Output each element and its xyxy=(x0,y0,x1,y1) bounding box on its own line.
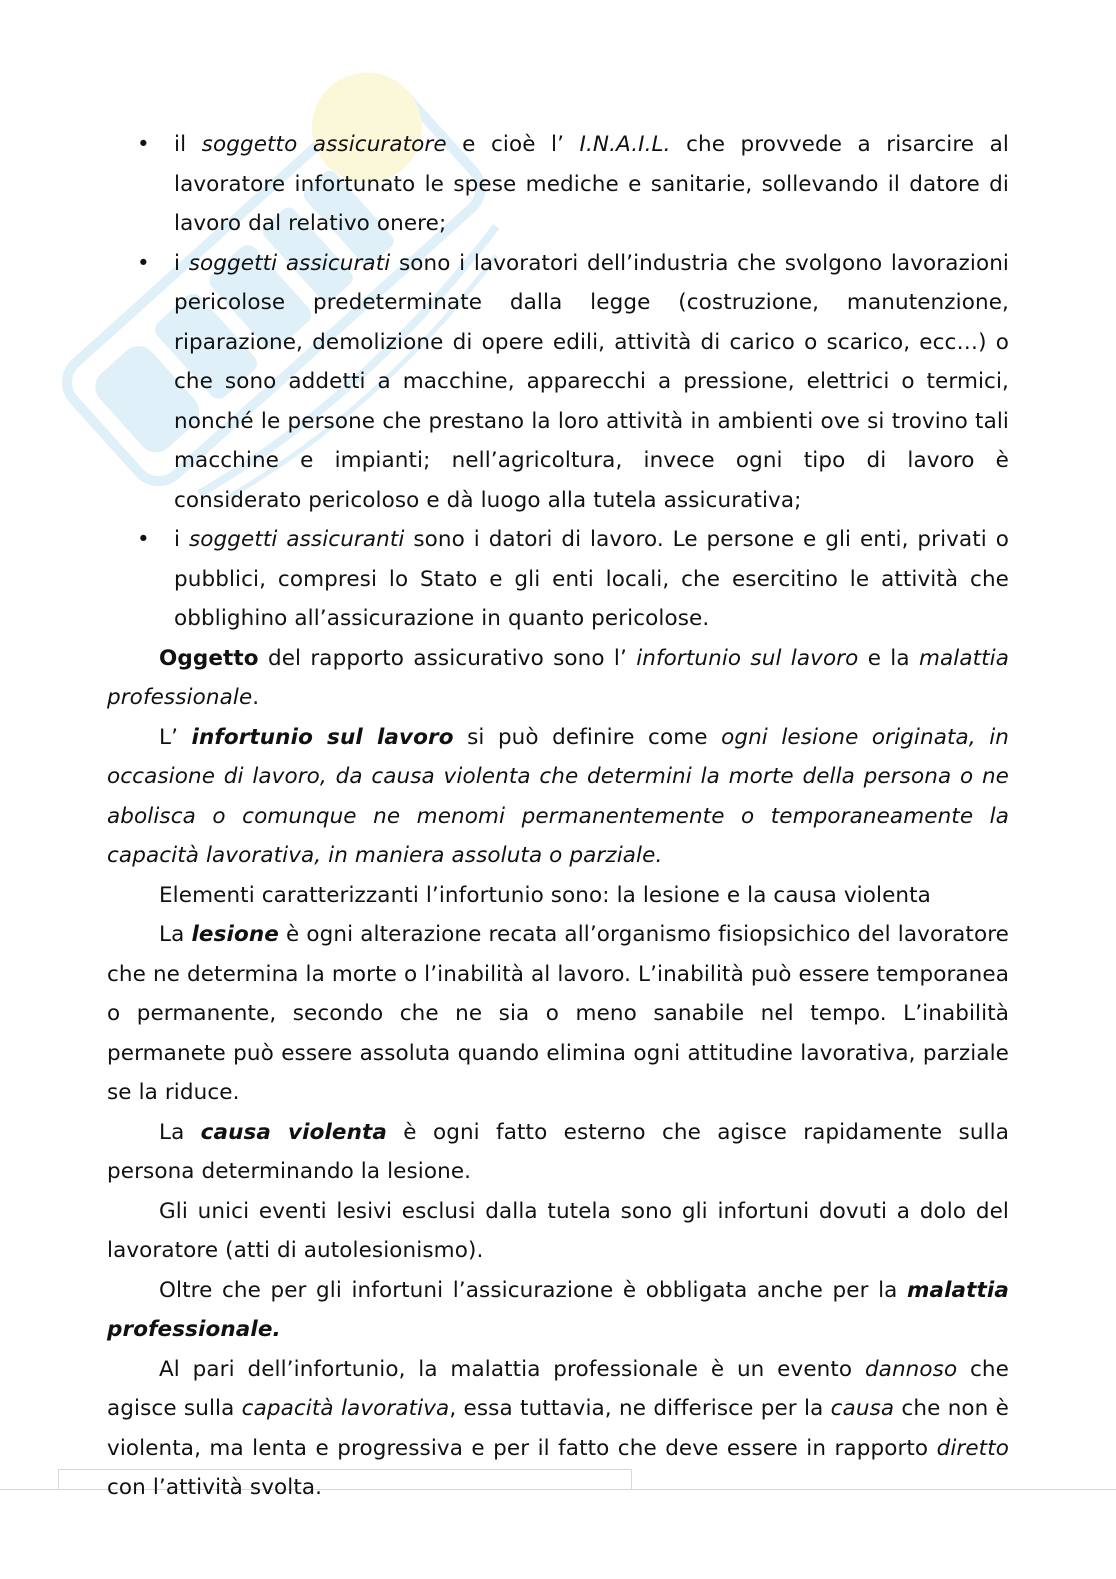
bullet-dot-icon: • xyxy=(137,527,150,552)
text-run: soggetti assicuranti xyxy=(188,527,405,552)
text-run: diretto xyxy=(936,1435,1009,1461)
text-run: è ogni alterazione recata all’organismo fisiopsichico del lavoratore che ne determina la morte o l’inabilità al lavoro. L’inabilità può essere temporanea o permanente, secondo che ne sia o meno sanabile nel tempo. L’inabilità permanete può essere assoluta quando elimina ogni attitudine lavorativa, parziale se la riduce. xyxy=(107,922,1009,1105)
text-run: , essa tuttavia, ne differisce per la xyxy=(449,1396,831,1421)
text-run: soggetto assicuratore xyxy=(201,132,447,157)
text-run: causa xyxy=(830,1396,895,1421)
text-run: con l’attività svolta. xyxy=(107,1475,323,1500)
paragraph xyxy=(107,639,1009,718)
text-run: malattia professionale xyxy=(107,645,1010,710)
text-run: Gli unici eventi lesivi esclusi dalla tutela sono gli infortuni dovuti a dolo del lavoratore (atti di autolesionismo). xyxy=(107,1198,1009,1263)
paragraph xyxy=(107,915,1009,1113)
text-run: infortunio sul lavoro xyxy=(191,724,454,750)
text-run: i xyxy=(174,527,189,552)
text-run: Oggetto xyxy=(159,645,259,671)
bullet-item xyxy=(107,125,1009,244)
bullet-dot-icon: • xyxy=(137,250,150,276)
text-run: si può definire come xyxy=(453,724,722,750)
text-run: i xyxy=(174,250,189,276)
text-run: il xyxy=(174,132,202,157)
text-run: è ogni fatto esterno che agisce rapidamente sulla persona determinando la lesione. xyxy=(107,1119,1009,1184)
subjects-bullet-list xyxy=(107,125,1009,639)
paragraph xyxy=(107,1113,1009,1192)
bullet-item xyxy=(107,244,1009,521)
text-run: che agisce sulla xyxy=(107,1356,1009,1421)
text-run: I.N.A.I.L. xyxy=(579,132,671,157)
text-run: Al pari dell’infortunio, la malattia professionale è un evento xyxy=(159,1356,865,1382)
text-run: causa violenta xyxy=(200,1119,387,1145)
text-run: Oltre che per gli infortuni l’assicurazione è obbligata anche per la xyxy=(159,1277,907,1303)
text-run: che provvede a risarcire al lavoratore infortunato le spese mediche e sanitarie, sollevando il datore di lavoro dal relativo onere; xyxy=(174,132,1009,236)
text-run: sono i lavoratori dell’industria che svolgono lavorazioni pericolose predeterminate dalla legge (costruzione, manutenzione, riparazione, demolizione di opere edili, attività di carico o scarico, ecc…) o che sono addetti a macchine, apparecchi a pressione, elettrici o termici, nonché le persone che prestano la loro attività in ambienti ove si trovino tali macchine e impianti; nell’agricoltura, invece ogni tipo di lavoro è considerato pericoloso e dà luogo alla tutela assicurativa; xyxy=(174,250,1009,513)
bullet-item xyxy=(107,520,1009,639)
text-run: La xyxy=(159,922,192,947)
document-body xyxy=(107,125,1009,1508)
text-run: e la xyxy=(858,645,919,671)
text-run: infortunio sul lavoro xyxy=(636,645,859,671)
text-run: . xyxy=(252,685,260,710)
bullet-dot-icon: • xyxy=(137,132,150,157)
paragraph xyxy=(107,1350,1009,1508)
text-run: del rapporto assicurativo sono l’ xyxy=(258,645,637,671)
text-run: L’ xyxy=(159,724,192,750)
paragraph xyxy=(107,1271,1009,1350)
text-run: capacità lavorativa xyxy=(241,1396,450,1421)
text-run: sono i datori di lavoro. Le persone e gli enti, privati o pubblici, compresi lo Stato e gli enti locali, che esercitino le attività che obblighino all’assicurazione in quanto pericolose. xyxy=(174,527,1009,631)
text-run: e cioè l’ xyxy=(446,132,580,157)
text-run: La xyxy=(159,1119,201,1145)
text-run: dannoso xyxy=(864,1356,958,1382)
text-run: ogni lesione originata, in occasione di lavoro, da causa violenta che determini la morte della persona o ne abolisca o comunque ne menomi permanentemente o temporaneamente la capacità lavorativa, in maniera assoluta o parziale. xyxy=(107,724,1010,868)
paragraph xyxy=(107,718,1009,876)
text-run: malattia professionale. xyxy=(107,1277,1009,1342)
paragraph xyxy=(107,876,1009,916)
text-run: Elementi caratterizzanti l’infortunio sono: la lesione e la causa violenta xyxy=(159,882,931,908)
paragraph xyxy=(107,1192,1009,1271)
paragraphs xyxy=(107,639,1009,1508)
text-run: che non è violenta, ma lenta e progressiva e per il fatto che deve essere in rapporto xyxy=(107,1396,1010,1461)
text-run: lesione xyxy=(191,922,279,947)
text-run: soggetti assicurati xyxy=(188,250,391,276)
